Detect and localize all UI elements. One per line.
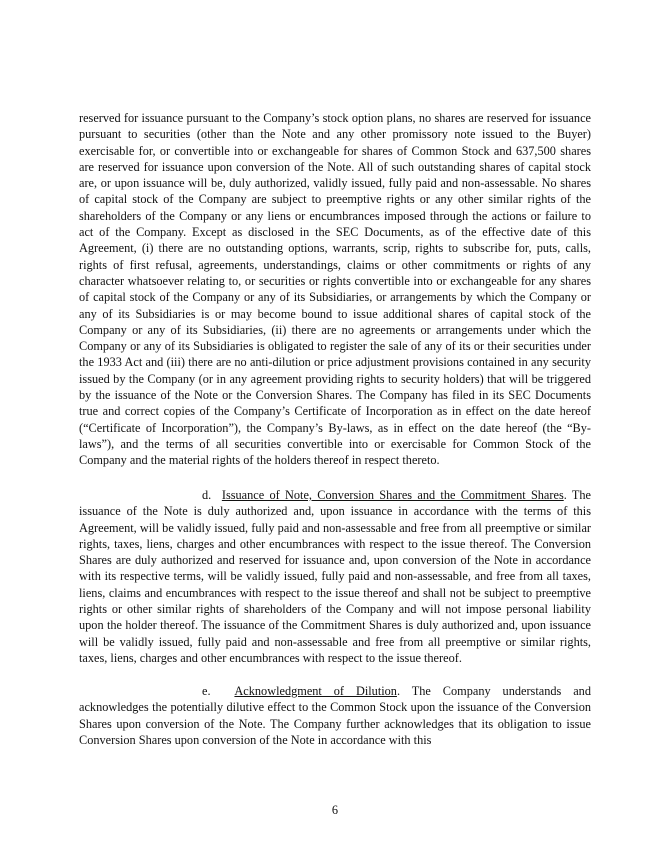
section-e-body: . The Company understands and acknowledges the potentially dilutive effect to the Common Stock upon the issuance of the Conversion Shares upon conversion of the Note. The Company further acknowledges that its obligation to issue Conversion Shares upon conversion of the Note in accordance with this <box>79 684 591 747</box>
section-d-body: . The issuance of the Note is duly authorized and, upon issuance in accordance with the terms of this Agreement, will be validly issued, fully paid and non-assessable and free from all preemptive or similar rights, taxes, liens, charges and other encumbrances with respect to the issue thereof. The Conversion Shares are duly authorized and reserved for issuance and, upon conversion of the Note in accordance with its respective terms, will be validly issued, fully paid and non-assessable, and free from all taxes, liens, claims and encumbrances with respect to the issue thereof and shall not be subject to preemptive rights or other similar rights of shareholders of the Company and will not impose personal liability upon the holder thereof. The issuance of the Commitment Shares is duly authorized and, upon issuance will be validly issued, fully paid and non-assessable and free from all preemptive or similar rights, taxes, liens, charges and other encumbrances with respect to the issue thereof. <box>79 488 592 665</box>
paragraph-capitalization <box>79 110 591 469</box>
section-e-paragraph <box>79 683 591 748</box>
section-d-label: d. <box>202 488 212 502</box>
section-d-heading: Issuance of Note, Conversion Shares and the Commitment Shares <box>221 488 564 502</box>
page-number: 6 <box>331 803 339 817</box>
paragraph-capitalization-text: reserved for issuance pursuant to the Company’s stock option plans, no shares are reserved for issuance pursuant to securities (other than the Note and any other promissory note issued to the Buyer) exercisable for, or convertible into or exchangeable for shares of Common Stock and 637,500 shares are reserved for issuance upon conversion of the Note. All of such outstanding shares of capital stock are, or upon issuance will be, duly authorized, validly issued, fully paid and non-assessable. No shares of capital stock of the Company are subject to preemptive rights or any other similar rights of the shareholders of the Company or any liens or encumbrances imposed through the actions or failure to act of the Company. Except as disclosed in the SEC Documents, as of the effective date of this Agreement, (i) there are no outstanding options, warrants, scrip, rights to subscribe for, puts, calls, rights of first refusal, agreements, understandings, claims or other commitments or rights of any character whatsoever relating to, or securities or rights convertible into or exchangeable for any shares of capital stock of the Company or any of its Subsidiaries, or arrangements by which the Company or any of its Subsidiaries is or may become bound to issue additional shares of capital stock of the Company or any of its Subsidiaries, (ii) there are no agreements or arrangements under which the Company or any of its Subsidiaries is obligated to register the sale of any of its or their securities under the 1933 Act and (iii) there are no anti-dilution or price adjustment provisions contained in any security issued by the Company (or in any agreement providing rights to security holders) that will be triggered by the issuance of the Note or the Conversion Shares. The Company has filed in its SEC Documents true and correct copies of the Company’s Certificate of Incorporation as in effect on the date hereof (“Certificate of Incorporation”), the Company’s By-laws, as in effect on the date hereof (the “By-laws”), and the terms of all securities convertible into or exercisable for Common Stock of the Company and the material rights of the holders thereof in respect thereto. <box>79 111 591 468</box>
section-e-heading: Acknowledgment of Dilution <box>234 684 397 698</box>
section-d-paragraph <box>79 487 591 666</box>
section-e-label: e. <box>202 684 211 698</box>
